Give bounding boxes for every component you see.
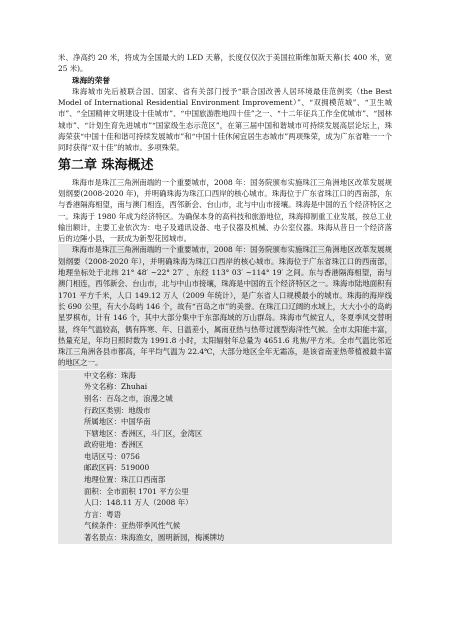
info-key: 面积： (84, 486, 107, 496)
info-row (84, 381, 392, 393)
info-row (84, 462, 392, 474)
info-key: 邮政区码： (84, 463, 121, 473)
info-key: 气候条件： (84, 521, 121, 531)
info-value: 亚热带季风性气候 (120, 521, 181, 531)
info-row (84, 428, 392, 440)
info-value: 中国华南 (120, 417, 151, 427)
info-key: 著名景点： (84, 533, 121, 543)
info-value: 全市面积 1701 平方公里 (106, 486, 189, 496)
info-row (84, 393, 392, 405)
info-key: 下辖地区： (84, 428, 121, 438)
info-row (84, 439, 392, 451)
info-value: 珠江口西南部 (120, 475, 166, 485)
info-row (84, 509, 392, 521)
info-key: 所属地区： (84, 417, 121, 427)
intro-paragraph: 米、净高约 20 米，将成为全国最大的 LED 天幕，长度仅仅次于美国拉斯维加斯天幕(长 400 米，宽 25 米)。 (58, 53, 392, 74)
info-row (84, 497, 392, 509)
info-key: 行政区类别： (84, 405, 129, 415)
info-value: Zhuhai (120, 382, 148, 392)
info-value: 地级市 (128, 405, 151, 415)
info-value: 百岛之市，浪漫之城 (106, 393, 173, 403)
info-row (84, 520, 392, 532)
info-row (84, 370, 392, 382)
info-key: 政府驻地： (84, 440, 121, 450)
info-value: 0756 (120, 451, 140, 461)
info-value: 粤语 (106, 509, 121, 519)
info-key: 电话区号： (84, 451, 121, 461)
city-info-list (58, 370, 392, 544)
info-key: 别名： (84, 393, 107, 403)
info-key: 人口： (84, 498, 107, 508)
info-row (84, 416, 392, 428)
honor-heading: 珠海的荣誉 (72, 75, 110, 85)
info-value: 珠海 (120, 370, 136, 380)
info-value: 519000 (120, 463, 150, 473)
overview-paragraph-1: 珠海市是珠江三角洲南端的一个重要城市，2008 年：国务院颁布实施珠江三角洲地区改革发展规划纲要(2008-2020 年)，并明确珠海为珠江口西岸的核心城市。珠海位于广东省珠江口的西南部，东与香港隔海相望，南与澳门相连，西邻新会、台山市，北与中山市接壤。珠海是中国的五个经济特区之一。珠海于 1980 年成为经济特区。为确保本身的高科技和旅游地位，珠海抑制重工业发展，按总工业输出额计，主要工业依次为：电子及通讯设备、电子仪器及机械、办公室仪器。珠海从昔日一个经济落后的边陲小县，一跃成为新型花园城市。 (58, 177, 392, 244)
info-value: 香洲区，斗门区，金湾区 (120, 428, 203, 438)
info-key: 中文名称： (84, 370, 121, 380)
info-value: 香洲区 (120, 440, 144, 450)
chapter-title: 第二章 珠海概述 (58, 157, 154, 173)
info-row (84, 486, 392, 498)
info-value: 148.11 万人（2008 年） (106, 498, 193, 508)
info-row (84, 451, 392, 463)
info-row (84, 474, 392, 486)
info-key: 外文名称： (84, 382, 121, 392)
info-row (84, 532, 392, 544)
info-value: 珠海渔女，圆明新园，梅溪牌坊 (120, 533, 225, 543)
honor-paragraph: 珠海城市先后被联合国、国家、省有关部门授予“联合国改善人居环境最佳范例奖（the Best Model of International Residential Environment Improvement）”、“双拥模范城”、“卫生城市”、“全国精神文明建设十佳城市”、“中国旅游胜地四十佳”之一、“十二年征兵工作全优城市”、“园林城市”、“计划生育先进城市”“国家级生态示范区”，在第三届中国和谐城市可持续发展高层论坛上，珠海荣获“中国十佳和谐可持续发展城市”和“中国十佳休闲宜居生态城市”两项殊荣，成为广东省唯一一个同时获得“双十佳”的城市。多项殊荣。 (58, 86, 392, 153)
info-key: 方言： (84, 509, 107, 519)
overview-paragraph-2: 珠海市是珠江三角洲南端的一个重要城市，2008 年：国务院颁布实施珠江三角洲地区改革发展规划纲要（2008-2020 年），并明确珠海为珠江口西岸的核心城市。珠海位于广东省珠江口的西南部，地理坐标处于北纬 21° 48′ ~22° 27′ 、东经 113° 03′ ~114° 19′ 之间。东与香港隔海相望，南与澳门相连，西邻新会、台山市，北与中山市接壤，珠海是中国的五个经济特区之一。珠海市陆地面积有 1701 平方千米，人口 149.12 万人（2009 年统计），是广东省人口规模最小的城市。珠海的海岸线长 690 公里，有大小岛屿 146 个，故有“百岛之市”的美誉。在珠江口辽阔的水域上，大大小小的岛屿星罗棋布，计有 146 个，其中大部分集中于东部海域的万山群岛。珠海市气候宜人，冬夏季风交替明显，终年气温较高，偶有阵寒、年、日温差小，属南亚热与热带过渡型海洋性气候。全市太阳能丰富，热量充足，年均日照时数为 1991.8 小时，太阳辐射年总量为 4651.6 兆焦/平方米。全市气温比邻近珠江三角洲各县市都高，年平均气温为 22.4℃，大部分地区全年无霜冻，是该省南亚热带植被最丰富的地区之一。 (58, 245, 392, 368)
info-key: 地理位置： (84, 475, 121, 485)
info-row (84, 405, 392, 417)
